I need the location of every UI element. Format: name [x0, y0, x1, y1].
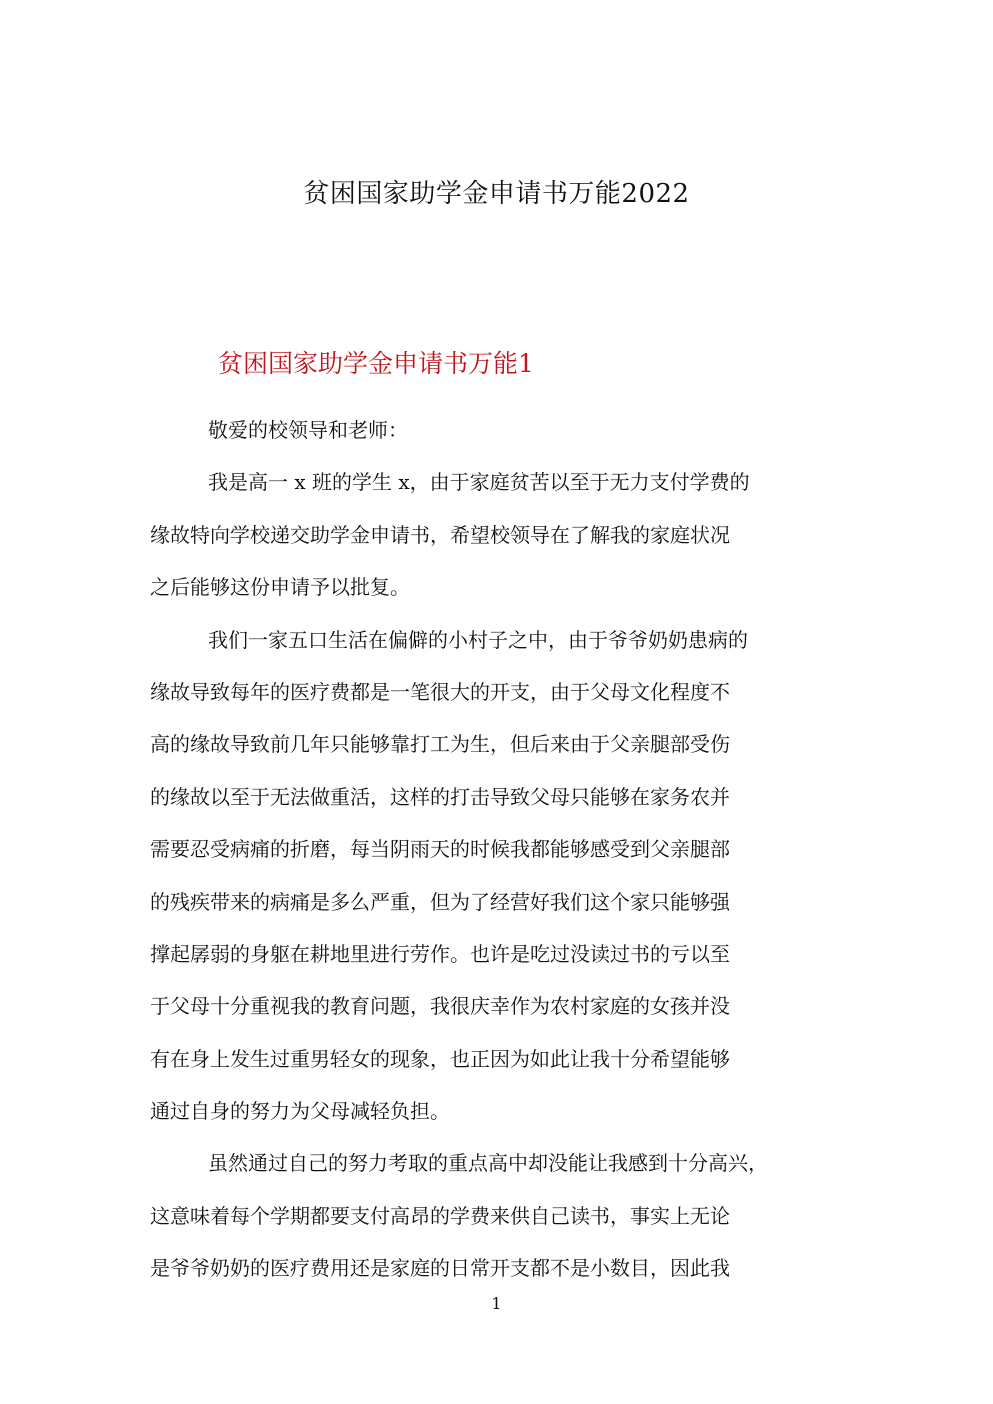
paragraph-line: 我是高一 x 班的学生 x，由于家庭贫苦以至于无力支付学费的	[208, 470, 750, 495]
salutation-line: 敬爱的校领导和老师：	[208, 418, 408, 442]
document-title: 贫困国家助学金申请书万能2022	[303, 179, 690, 209]
paragraph-line: 虽然通过自己的努力考取的重点高中却没能让我感到十分高兴，	[208, 1151, 768, 1176]
paragraph-line: 撑起孱弱的身躯在耕地里进行劳作。也许是吃过没读过书的亏以至	[150, 941, 730, 966]
page-number: 1	[491, 1294, 502, 1313]
paragraph-line: 我们一家五口生活在偏僻的小村子之中，由于爷爷奶奶患病的	[208, 627, 748, 652]
paragraph-line: 高的缘故导致前几年只能够靠打工为生，但后来由于父亲腿部受伤	[150, 732, 730, 757]
paragraph-line: 这意味着每个学期都要支付高昂的学费来供自己读书，事实上无论	[150, 1203, 730, 1228]
paragraph-line: 的缘故以至于无法做重活，这样的打击导致父母只能够在家务农并	[150, 784, 730, 809]
body-text	[150, 404, 830, 1295]
section-heading: 贫困国家助学金申请书万能1	[218, 349, 534, 378]
paragraph-line: 之后能够这份申请予以批复。	[150, 575, 410, 600]
paragraph-line: 缘故导致每年的医疗费都是一笔很大的开支，由于父母文化程度不	[150, 679, 730, 704]
paragraph-line: 缘故特向学校递交助学金申请书，希望校领导在了解我的家庭状况	[150, 522, 730, 547]
paragraph-line: 是爷爷奶奶的医疗费用还是家庭的日常开支都不是小数目，因此我	[150, 1256, 730, 1281]
paragraph-line: 的残疾带来的病痛是多么严重，但为了经营好我们这个家只能够强	[150, 889, 730, 914]
paragraph-line: 有在身上发生过重男轻女的现象，也正因为如此让我十分希望能够	[150, 1046, 730, 1071]
paragraph-line: 通过自身的努力为父母减轻负担。	[150, 1099, 450, 1124]
paragraph-line: 于父母十分重视我的教育问题，我很庆幸作为农村家庭的女孩并没	[150, 994, 730, 1019]
paragraph-line: 需要忍受病痛的折磨，每当阴雨天的时候我都能够感受到父亲腿部	[150, 837, 730, 862]
